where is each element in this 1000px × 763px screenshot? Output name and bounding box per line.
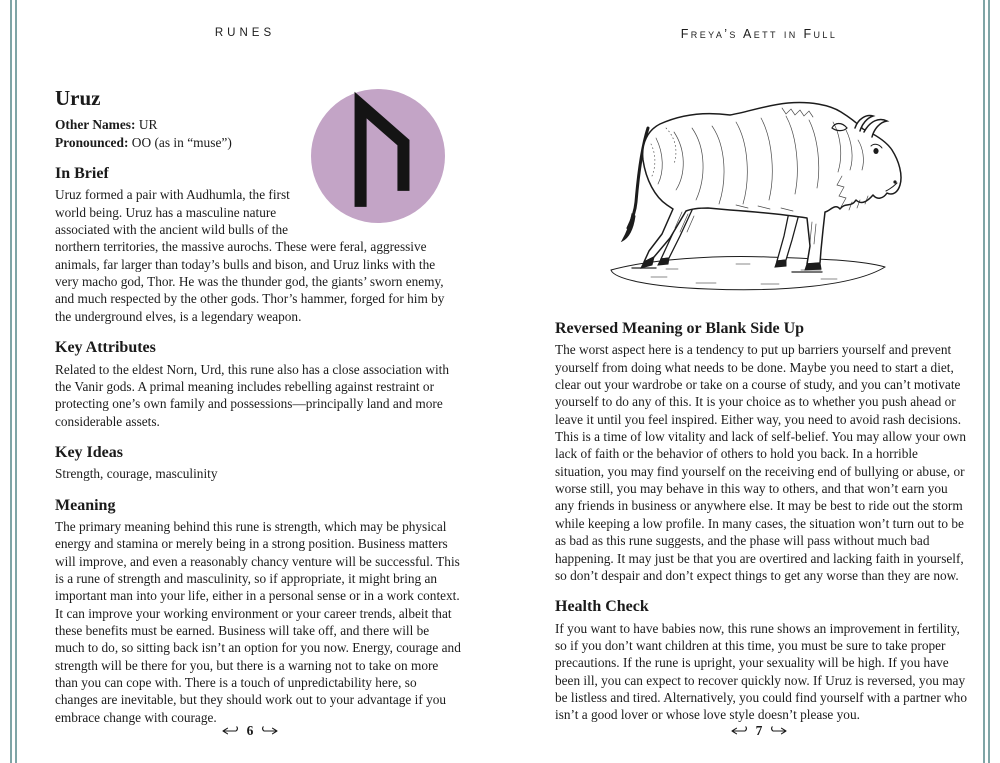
page-edge-rule-left-inner [15, 0, 17, 763]
section-heading-reversed-meaning: Reversed Meaning or Blank Side Up [555, 320, 805, 337]
pronounced-label: Pronounced: [55, 134, 129, 150]
page-edge-rule-right-inner [983, 0, 985, 763]
page-number-left: 6 [246, 723, 254, 738]
left-page-column [55, 86, 461, 726]
pronounced-value: OO (as in “muse”) [131, 134, 232, 150]
other-names-label: Other Names: [55, 117, 136, 132]
section-body-reversed-meaning: The worst aspect here is a tendency to put up barriers yourself and prevent yourself from doing what needs to be done. Maybe you need to start a diet, clear out your wardrobe or take on a course of study, and you can’t motivate yourself to do any of this. It is your choice as to whether you push ahead or leave it until you feel inspired. Either way, you need to avoid rash decisions. This is a time of low vitality and lack of self-belief. You may allow your own lack of faith or the behavior of others to hold you back. In a horrible situation, you may find yourself on the receiving end of bullying or abuse, or worse still, you may behave in this way to others, and that won’t earn you any friends in business or anywhere else. It may be best to ride out the storm while keeping a low profile. In many cases, the situation won’t turn out to be as bad as this rune suggests, and the phase will pass without much bad happening. It may just be that you are overtired and lacking faith in yourself, so don’t despair and don’t expect things to get any worse than they are now. [555, 342, 967, 583]
arrow-left-ornament [728, 726, 747, 736]
section-body-key-attributes: Related to the eldest Norn, Urd, this rune also has a close association with the Vanir gods. A primal meaning includes rebelling against restraint or protecting one’s own family and possessions—principally land and more considerable assets. [55, 361, 450, 429]
arrow-left-ornament [219, 726, 238, 736]
page-edge-rule-right-outer [988, 0, 990, 763]
running-head-left: RUNES [214, 27, 276, 39]
section-body-in-brief: Uruz formed a pair with Audhumla, the first world being. Uruz has a masculine nature associated with the ancient wild bulls of the northern territories, the massive aurochs. These were feral, aggressive animals, far larger than today’s bulls and bison, and Uruz links with the very macho god, Thor. He was the thunder god, the giants’ sworn enemy, and much respected by the other gods. Thor’s hammer, forged for him by the underground elves, is a legendary weapon. [55, 187, 445, 324]
section-body-health-check: If you want to have babies now, this rune shows an improvement in fertility, so if you don’t want children at this time, you must be sure to take proper precautions. If the rune is upright, your sexuality will be high. If you have been ill, you can expect to recover quickly now. If Uruz is reversed, you may be listless and tired. Alternatively, you could find yourself with a partner who isn’t a good lover or whose love style doesn’t please you. [555, 620, 967, 723]
right-page-column [555, 84, 967, 724]
right-page-footer [560, 723, 958, 739]
page-title: Uruz [55, 86, 101, 110]
left-page-footer [55, 723, 445, 739]
running-head-right: Freya’s Aett in Full [680, 27, 838, 41]
arrow-right-ornament [262, 726, 281, 736]
page-edge-rule-left-outer [10, 0, 12, 763]
other-names-value: UR [138, 117, 158, 132]
page-number-right: 7 [755, 723, 763, 738]
section-body-key-ideas: Strength, courage, masculinity [55, 466, 218, 482]
uruz-rune-icon [311, 89, 445, 223]
section-heading-key-ideas: Key Ideas [55, 443, 123, 461]
arrow-right-ornament [771, 726, 790, 736]
section-heading-in-brief: In Brief [55, 165, 109, 182]
section-body-meaning: The primary meaning behind this rune is strength, which may be physical energy and stamina or merely being in a strong position. Business matters will improve, and even a reasonably chancy venture will be successful. This is a rune of strength and masculinity, so if appropriate, it might bring an important man into your life, either in a personal sense or in a work context. It can improve your working environment or your career trends, albeit that these benefits must be earned. Business will take off, and there will be much to do, so sitting back isn’t an option for you now. Energy, courage and strength will be there for you, but there is a warning not to take on more than you can cope with. There is a touch of unpredictability here, so changes are inevitable, but they should work out to your advantage if you embrace change with courage. [55, 519, 461, 725]
section-heading-key-attributes: Key Attributes [55, 339, 156, 357]
section-heading-meaning: Meaning [55, 496, 116, 514]
aurochs-bison-engraving [555, 84, 967, 306]
section-heading-health-check: Health Check [555, 598, 649, 616]
